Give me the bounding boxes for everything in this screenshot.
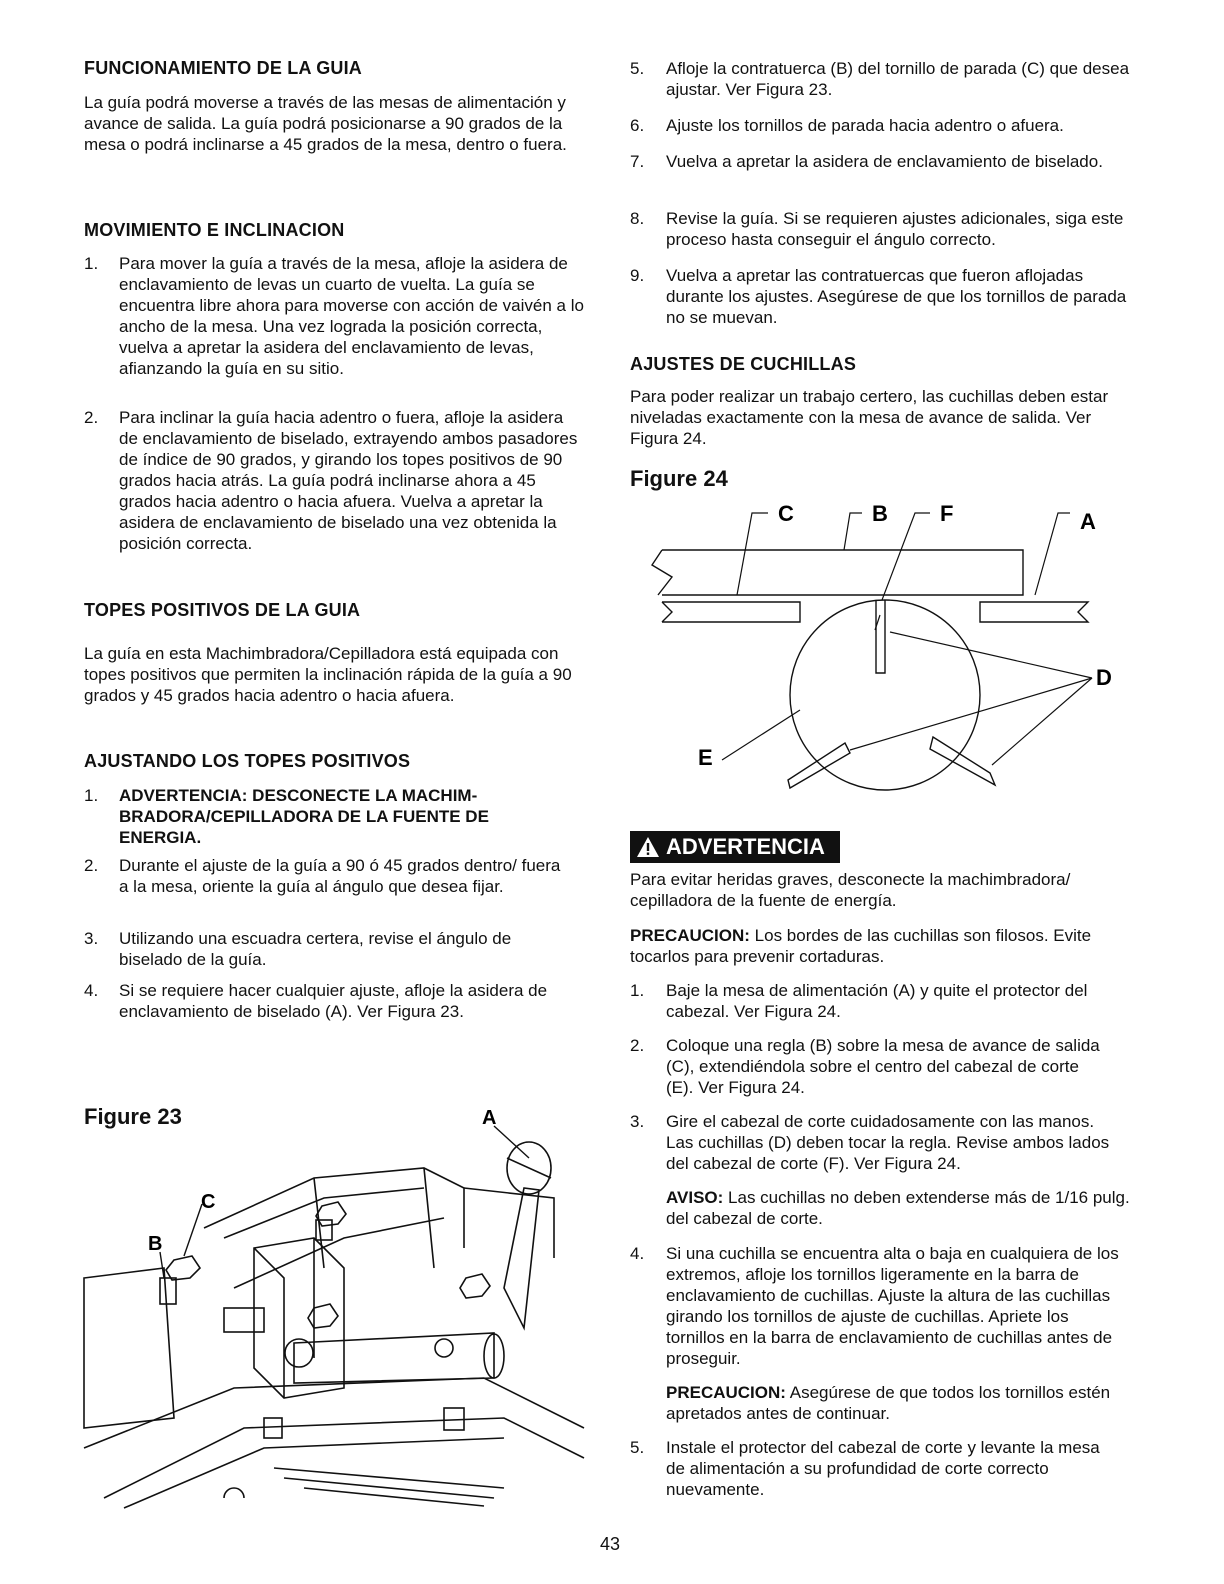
caution-label: PRECAUCION: [630,926,750,945]
item-number: 6. [630,116,645,135]
item-text: Durante el ajuste de la guía a 90 ó 45 grados dentro/ fuera a la mesa, oriente la guía al ángulo que desea fijar. [119,856,561,896]
item-text: Utilizando una escuadra certera, revise el ángulo de biselado de la guía. [119,929,512,969]
item-text: Si una cuchilla se encuentra alta o baja en cualquiera de los extremos, afloje los tornillos ligeramente en la barra de enclavamiento de cuchillas. Ajuste la altura de las cuchillas girando los tornillos de ajuste de cuchillas. Apriete los tornillos en la barra de enclavamiento de cuchillas antes de proseguir. [666,1244,1119,1368]
item-number: 5. [630,1438,645,1457]
caution-paragraph [630,925,1130,967]
figure-23-label-a: A [482,1107,497,1129]
section-title-movimiento: MOVIMIENTO E INCLINACION [84,220,345,240]
warning-body: Para evitar heridas graves, desconecte la machimbradora/ cepilladora de la fuente de energía. [630,870,1071,910]
item-number: 4. [84,981,99,1000]
item-text: Ajuste los tornillos de parada hacia adentro o afuera. [666,116,1064,135]
figure-24-label-c: C [778,501,794,526]
figure-24-label-d: D [1096,665,1112,690]
item-text: Vuelva a apretar la asidera de enclavamiento de biselado. [666,152,1103,171]
note-aviso [666,1187,1130,1229]
figure-24-label-e: E [698,745,713,770]
item-text: Vuelva a apretar las contratuercas que fueron aflojadas durante los ajustes. Asegúrese de que los tornillos de parada no se muevan. [666,266,1127,327]
item-number: 7. [630,152,645,171]
item-number: 1. [84,786,99,805]
figure-24-title: Figure 24 [630,466,728,491]
figure-24-label-a: A [1080,509,1096,534]
item-number: 4. [630,1244,645,1263]
item-number: 1. [84,254,99,273]
warning-icon [636,836,660,858]
section-title-ajustando: AJUSTANDO LOS TOPES POSITIVOS [84,751,411,771]
item-text: Gire el cabezal de corte cuidadosamente con las manos. Las cuchillas (D) deben tocar la regla. Revise ambos lados del cabezal de corte (F). Ver Figura 24. [666,1112,1110,1173]
note-precaucion-text: Asegúrese de que todos los tornillos estén apretados antes de continuar. [666,1383,1111,1423]
figure-24-label-f: F [940,501,954,526]
item-text: Para inclinar la guía hacia adentro o fuera, afloje la asidera de enclavamiento de biselado, extrayendo ambos pasadores de índice de 90 grados, y girando los topes positivos de 90 grados hacia atrás. La guía podrá inclinarse ahora a 45 grados hacia adentro o hacia afuera. Vuelva a apretar la asidera de enclavamiento de biselado una vez obtenida la posición correcta. [119,408,578,553]
section-title-topes: TOPES POSITIVOS DE LA GUIA [84,600,361,620]
figure-23-title: Figure 23 [84,1104,182,1129]
item-number: 2. [630,1036,645,1055]
note-precaucion-label: PRECAUCION: [666,1383,786,1402]
item-text: Para mover la guía a través de la mesa, afloje la asidera de enclavamiento de levas un cuarto de vuelta. La guía se encuentra libre ahora para moverse con acción de vaivén a lo ancho de la mesa. Una vez lograda la posición correcta, vuelva a apretar la asidera del enclavamiento de levas, afianzando la guía en su sitio. [119,254,584,378]
section-body-topes: La guía en esta Machimbradora/Cepilladora está equipada con topes positivos que permiten la inclinación rápida de la guía a 90 grados y 45 grados hacia adentro o hacia afuera. [84,644,572,705]
item-text: Revise la guía. Si se requieren ajustes adicionales, siga este proceso hasta conseguir el ángulo correcto. [666,209,1124,249]
item-text: Baje la mesa de alimentación (A) y quite el protector del cabezal. Ver Figura 24. [666,981,1088,1021]
figure-24-diagram [640,495,1120,805]
warning-label: ADVERTENCIA [666,834,825,859]
note-aviso-text: Las cuchillas no deben extenderse más de 1/16 pulg. del cabezal de corte. [666,1188,1130,1228]
section-title-ajustes-cuchillas: AJUSTES DE CUCHILLAS [630,354,857,374]
section-body-funcionamiento: La guía podrá moverse a través de las mesas de alimentación y avance de salida. La guía podrá posicionarse a 90 grados de la mesa o podrá inclinarse a 45 grados de la mesa, dentro o fuera. [84,93,567,154]
note-precaucion [666,1382,1130,1424]
page-number: 43 [600,1534,621,1554]
section-body-ajustes-cuchillas: Para poder realizar un trabajo certero, las cuchillas deben estar niveladas exactamente con la mesa de avance de salida. Ver Figura 24. [630,387,1109,448]
item-text: Si se requiere hacer cualquier ajuste, afloje la asidera de enclavamiento de biselado (A). Ver Figura 23. [119,981,548,1021]
item-number: 3. [630,1112,645,1131]
item-number: 3. [84,929,99,948]
item-text: Instale el protector del cabezal de corte y levante la mesa de alimentación a su profundidad de corte correcto nuevamente. [666,1438,1100,1499]
figure-24-label-b: B [872,501,888,526]
item-number: 1. [630,981,645,1000]
item-number: 9. [630,266,645,285]
item-text: Coloque una regla (B) sobre la mesa de avance de salida (C), extendiéndola sobre el centro del cabezal de corte (E). Ver Figura 24. [666,1036,1100,1097]
figure-23-label-c: C [201,1191,216,1213]
section-title-funcionamiento: FUNCIONAMIENTO DE LA GUIA [84,58,362,78]
item-number: 8. [630,209,645,228]
item-text: Afloje la contratuerca (B) del tornillo de parada (C) que desea ajustar. Ver Figura 23. [666,59,1130,99]
item-text: ADVERTENCIA: DESCONECTE LA MACHIM-BRADORA/CEPILLADORA DE LA FUENTE DE ENERGIA. [119,786,489,847]
caution-text: Los bordes de las cuchillas son filosos. Evite tocarlos para prevenir cortaduras. [630,926,1092,966]
note-aviso-label: AVISO: [666,1188,724,1207]
item-number: 5. [630,59,645,78]
warning-banner [630,831,840,863]
item-number: 2. [84,856,99,875]
item-number: 2. [84,408,99,427]
figure-23-label-b: B [148,1233,163,1255]
